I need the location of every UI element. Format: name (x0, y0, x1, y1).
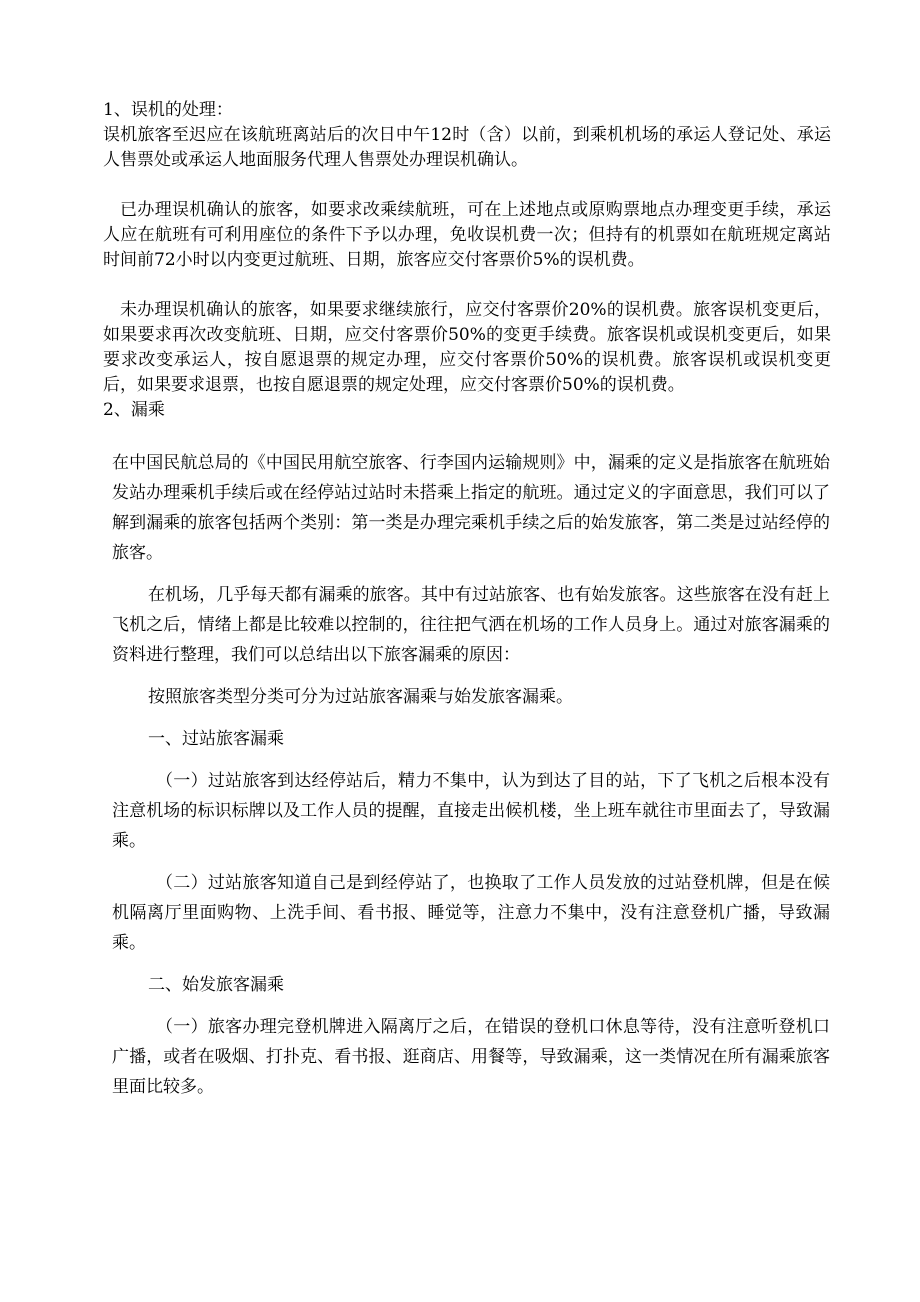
section2-heading: 2、漏乘 (103, 400, 165, 420)
section1-heading: 1、误机的处理： (103, 100, 233, 120)
section-missed-flight (103, 98, 831, 423)
section1-paragraph-2: 已办理误机确认的旅客，如要求改乘续航班，可在上述地点或原购票地点办理变更手续，承运人应在航班有可利用座位的条件下予以办理，免收误机费一次；但持有的机票如在航班规定离站时间前72小时以内变更过航班、日期，旅客应交付客票价5%的误机费。 (103, 200, 831, 270)
section1-paragraph-3: 未办理误机确认的旅客，如果要求继续旅行，应交付客票价20%的误机费。旅客误机变更后，如果要求再次改变航班、日期，应交付客票价50%的变更手续费。旅客误机或误机变更后，如果要求改变承运人，按自愿退票的规定办理，应交付客票价50%的误机费。旅客误机或误机变更后，如果要求退票，也按自愿退票的规定处理，应交付客票价50%的误机费。 (103, 300, 831, 395)
transit-reason-1: （一）过站旅客到达经停站后，精力不集中，认为到达了目的站，下了飞机之后根本没有注意机场的标识标牌以及工作人员的提醒，直接走出候机楼，坐上班车就往市里面去了，导致漏乘。 (112, 771, 830, 851)
section2-paragraph-2: 在机场，几乎每天都有漏乘的旅客。其中有过站旅客、也有始发旅客。这些旅客在没有赶上飞机之后，情绪上都是比较难以控制的，往往把气洒在机场的工作人员身上。通过对旅客漏乘的资料进行整理，我们可以总结出以下旅客漏乘的原因： (112, 585, 830, 665)
section-missed-boarding (112, 448, 830, 1114)
subheading-originating-passengers: 二、始发旅客漏乘 (148, 975, 284, 995)
section2-paragraph-3: 按照旅客类型分类可分为过站旅客漏乘与始发旅客漏乘。 (148, 687, 573, 707)
section1-paragraph-1: 误机旅客至迟应在该航班离站后的次日中午12时（含）以前，到乘机机场的承运人登记处、承运人售票处或承运人地面服务代理人售票处办理误机确认。 (103, 125, 831, 170)
originating-reason-1: （一）旅客办理完登机牌进入隔离厅之后，在错误的登机口休息等待，没有注意听登机口广播，或者在吸烟、打扑克、看书报、逛商店、用餐等，导致漏乘，这一类情况在所有漏乘旅客里面比较多。 (112, 1017, 830, 1097)
subheading-transit-passengers: 一、过站旅客漏乘 (148, 729, 284, 749)
section2-paragraph-1: 在中国民航总局的《中国民用航空旅客、行李国内运输规则》中，漏乘的定义是指旅客在航班始发站办理乘机手续后或在经停站过站时未搭乘上指定的航班。通过定义的字面意思，我们可以了解到漏乘的旅客包括两个类别：第一类是办理完乘机手续之后的始发旅客，第二类是过站经停的旅客。 (112, 453, 830, 563)
transit-reason-2: （二）过站旅客知道自己是到经停站了，也换取了工作人员发放的过站登机牌，但是在候机隔离厅里面购物、上洗手间、看书报、睡觉等，注意力不集中，没有注意登机广播，导致漏乘。 (112, 873, 830, 953)
